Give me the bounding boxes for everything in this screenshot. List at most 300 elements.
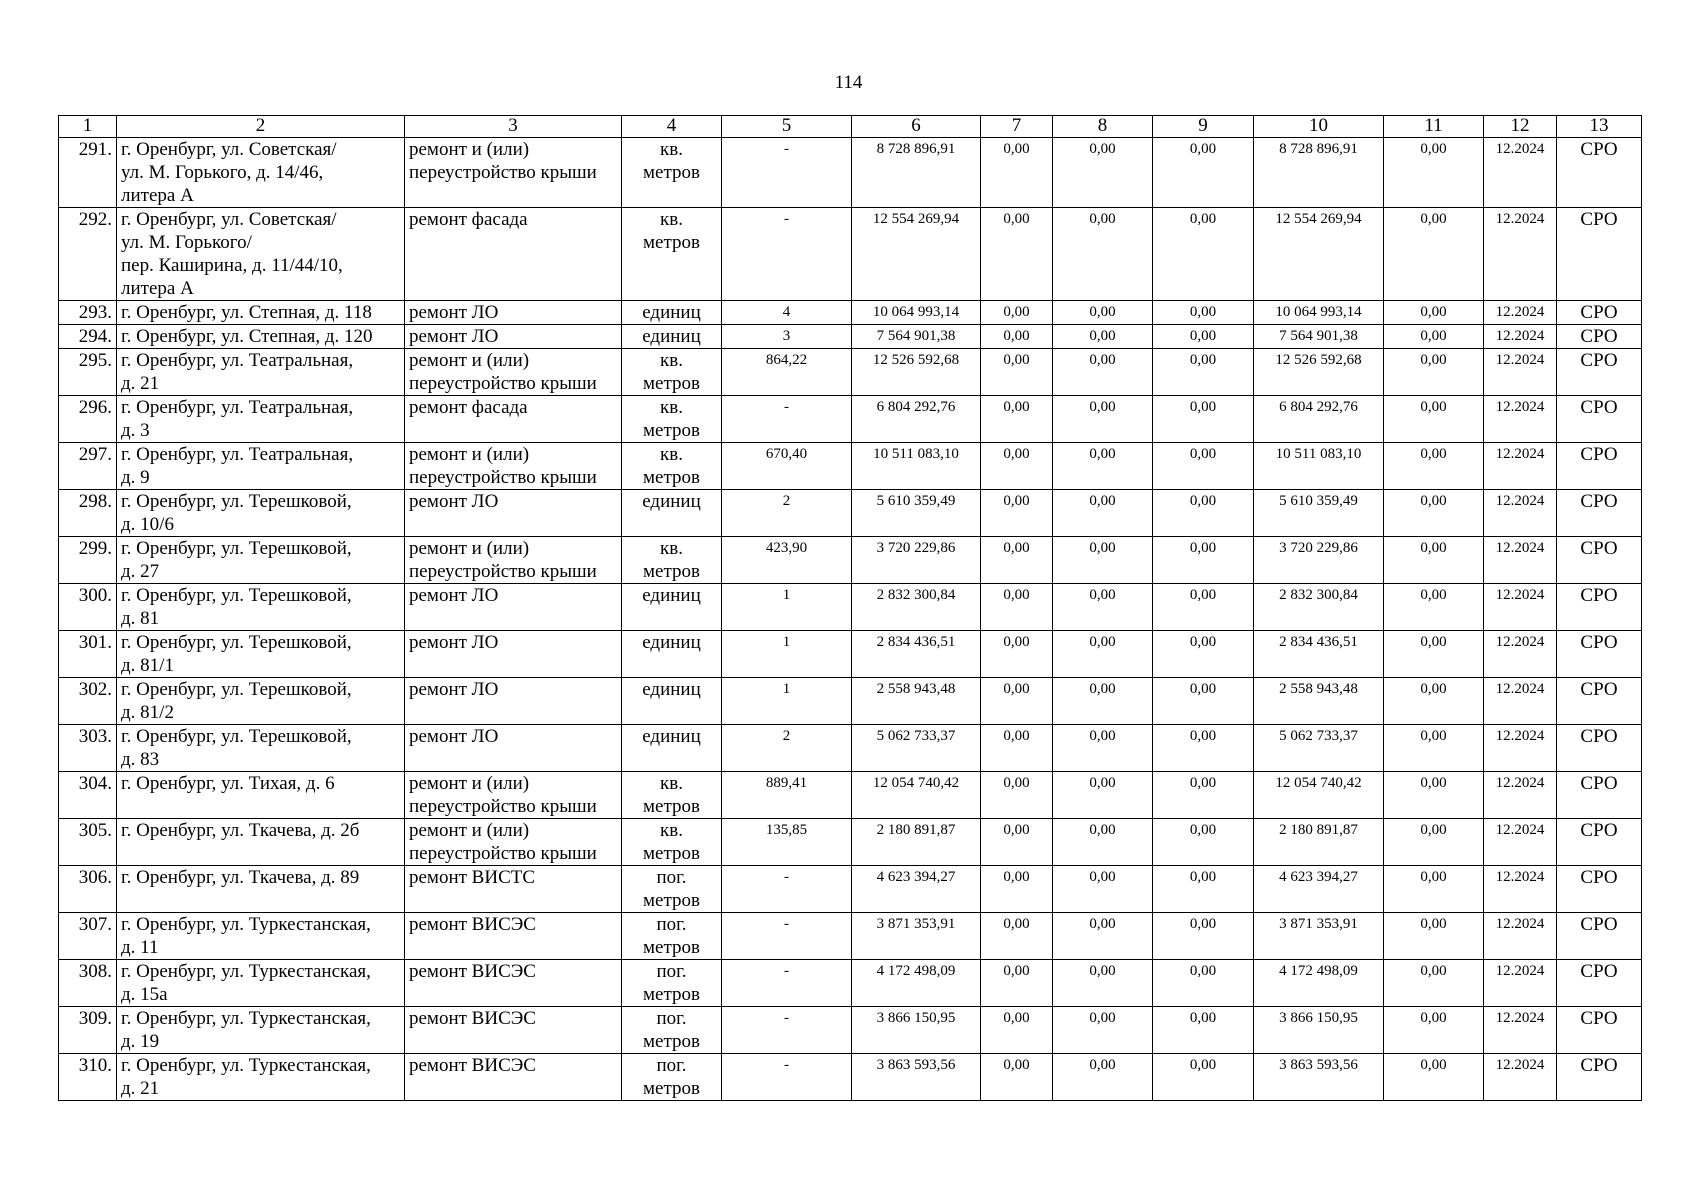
unit-cell	[622, 490, 722, 537]
work-type-line: ремонт ВИСЭС	[409, 1008, 536, 1029]
work-type-line: переустройство крыши	[409, 162, 597, 183]
table-row	[59, 138, 1642, 208]
unit-cell	[622, 208, 722, 301]
address-line: ул. М. Горького/	[121, 232, 252, 253]
quantity-cell: -	[722, 396, 852, 443]
address-line: г. Оренбург, ул. Тихая, д. 6	[121, 773, 335, 794]
row-number: 295.	[59, 349, 117, 396]
unit-cell	[622, 537, 722, 584]
fund-cell-7: 0,00	[981, 537, 1053, 584]
fund-cell-9: 0,00	[1153, 349, 1254, 396]
quantity-cell: 2	[722, 725, 852, 772]
unit-line: метров	[643, 1078, 700, 1099]
address-line: д. 27	[121, 561, 160, 582]
address-line: д. 11	[121, 937, 159, 958]
work-type-cell	[405, 208, 622, 301]
address-line: г. Оренбург, ул. Театральная,	[121, 397, 354, 418]
fund-cell-10: 4 623 394,27	[1254, 866, 1384, 913]
fund-cell-9: 0,00	[1153, 301, 1254, 325]
work-type-cell	[405, 490, 622, 537]
quantity-cell: 423,90	[722, 537, 852, 584]
quantity-cell: 1	[722, 631, 852, 678]
work-type-line: ремонт ВИСЭС	[409, 1055, 536, 1076]
unit-line: единиц	[642, 632, 701, 653]
fund-cell-7: 0,00	[981, 396, 1053, 443]
total-cost-cell: 4 623 394,27	[852, 866, 981, 913]
address-line: д. 15а	[121, 984, 168, 1005]
total-cost-cell: 2 832 300,84	[852, 584, 981, 631]
fund-cell-11: 0,00	[1384, 138, 1484, 208]
completion-date-cell: 12.2024	[1484, 725, 1557, 772]
fund-cell-11: 0,00	[1384, 537, 1484, 584]
fund-cell-8: 0,00	[1053, 490, 1153, 537]
address-cell	[117, 913, 405, 960]
address-cell	[117, 631, 405, 678]
fund-cell-11: 0,00	[1384, 913, 1484, 960]
fund-cell-8: 0,00	[1053, 866, 1153, 913]
fund-cell-7: 0,00	[981, 584, 1053, 631]
work-type-cell	[405, 325, 622, 349]
address-line: д. 10/6	[121, 514, 174, 535]
unit-cell	[622, 819, 722, 866]
table-row	[59, 631, 1642, 678]
unit-cell	[622, 584, 722, 631]
work-type-line: ремонт фасада	[409, 397, 528, 418]
fund-cell-7: 0,00	[981, 866, 1053, 913]
method-cell: СРО	[1557, 866, 1642, 913]
unit-line: метров	[643, 843, 700, 864]
fund-cell-9: 0,00	[1153, 490, 1254, 537]
address-line: д. 81	[121, 608, 160, 629]
total-cost-cell: 3 866 150,95	[852, 1007, 981, 1054]
fund-cell-8: 0,00	[1053, 443, 1153, 490]
completion-date-cell: 12.2024	[1484, 1007, 1557, 1054]
table-row	[59, 584, 1642, 631]
fund-cell-7: 0,00	[981, 725, 1053, 772]
quantity-cell: -	[722, 913, 852, 960]
unit-line: кв.	[660, 538, 683, 559]
work-type-line: ремонт и (или)	[409, 538, 530, 559]
fund-cell-9: 0,00	[1153, 913, 1254, 960]
table-row	[59, 396, 1642, 443]
fund-cell-10: 3 866 150,95	[1254, 1007, 1384, 1054]
address-cell	[117, 725, 405, 772]
address-line: д. 81/2	[121, 702, 174, 723]
address-line: г. Оренбург, ул. Театральная,	[121, 350, 354, 371]
work-type-cell	[405, 866, 622, 913]
table-row	[59, 490, 1642, 537]
unit-cell	[622, 301, 722, 325]
fund-cell-9: 0,00	[1153, 443, 1254, 490]
address-cell	[117, 301, 405, 325]
unit-line: единиц	[642, 302, 701, 323]
quantity-cell: 4	[722, 301, 852, 325]
total-cost-cell: 12 054 740,42	[852, 772, 981, 819]
address-line: д. 21	[121, 373, 160, 394]
total-cost-cell: 5 062 733,37	[852, 725, 981, 772]
work-type-line: ремонт ЛО	[409, 679, 499, 700]
quantity-cell: -	[722, 1054, 852, 1101]
completion-date-cell: 12.2024	[1484, 490, 1557, 537]
total-cost-cell: 3 720 229,86	[852, 537, 981, 584]
unit-line: единиц	[642, 326, 701, 347]
column-header: 4	[622, 116, 722, 138]
address-cell	[117, 537, 405, 584]
fund-cell-10: 10 511 083,10	[1254, 443, 1384, 490]
table-row	[59, 325, 1642, 349]
quantity-cell: 670,40	[722, 443, 852, 490]
row-number: 297.	[59, 443, 117, 490]
address-line: г. Оренбург, ул. Степная, д. 118	[121, 302, 372, 323]
unit-line: кв.	[660, 444, 683, 465]
completion-date-cell: 12.2024	[1484, 301, 1557, 325]
fund-cell-10: 7 564 901,38	[1254, 325, 1384, 349]
quantity-cell: 864,22	[722, 349, 852, 396]
unit-line: метров	[643, 561, 700, 582]
address-line: г. Оренбург, ул. Терешковой,	[121, 491, 352, 512]
fund-cell-7: 0,00	[981, 301, 1053, 325]
completion-date-cell: 12.2024	[1484, 913, 1557, 960]
table-row	[59, 913, 1642, 960]
column-header: 5	[722, 116, 852, 138]
fund-cell-11: 0,00	[1384, 678, 1484, 725]
row-number: 293.	[59, 301, 117, 325]
total-cost-cell: 6 804 292,76	[852, 396, 981, 443]
unit-line: метров	[643, 937, 700, 958]
fund-cell-7: 0,00	[981, 349, 1053, 396]
fund-cell-8: 0,00	[1053, 1054, 1153, 1101]
address-cell	[117, 443, 405, 490]
work-type-line: ремонт и (или)	[409, 820, 530, 841]
address-line: ул. М. Горького, д. 14/46,	[121, 162, 324, 183]
address-line: д. 83	[121, 749, 160, 770]
unit-cell	[622, 349, 722, 396]
fund-cell-7: 0,00	[981, 443, 1053, 490]
column-header: 9	[1153, 116, 1254, 138]
total-cost-cell: 12 554 269,94	[852, 208, 981, 301]
fund-cell-9: 0,00	[1153, 678, 1254, 725]
quantity-cell: -	[722, 208, 852, 301]
fund-cell-10: 3 720 229,86	[1254, 537, 1384, 584]
work-type-line: ремонт ЛО	[409, 491, 499, 512]
quantity-cell: 1	[722, 584, 852, 631]
fund-cell-10: 3 863 593,56	[1254, 1054, 1384, 1101]
work-type-line: ремонт и (или)	[409, 773, 530, 794]
quantity-cell: 3	[722, 325, 852, 349]
address-cell	[117, 584, 405, 631]
table-row	[59, 1007, 1642, 1054]
row-number: 296.	[59, 396, 117, 443]
column-header: 13	[1557, 116, 1642, 138]
fund-cell-10: 12 054 740,42	[1254, 772, 1384, 819]
unit-line: кв.	[660, 397, 683, 418]
fund-cell-9: 0,00	[1153, 537, 1254, 584]
fund-cell-11: 0,00	[1384, 443, 1484, 490]
table-row	[59, 443, 1642, 490]
method-cell: СРО	[1557, 537, 1642, 584]
method-cell: СРО	[1557, 913, 1642, 960]
work-type-line: ремонт и (или)	[409, 444, 530, 465]
fund-cell-9: 0,00	[1153, 725, 1254, 772]
address-cell	[117, 960, 405, 1007]
unit-line: метров	[643, 467, 700, 488]
address-line: г. Оренбург, ул. Туркестанская,	[121, 1055, 371, 1076]
row-number: 303.	[59, 725, 117, 772]
method-cell: СРО	[1557, 1007, 1642, 1054]
address-line: г. Оренбург, ул. Терешковой,	[121, 679, 352, 700]
completion-date-cell: 12.2024	[1484, 138, 1557, 208]
unit-cell	[622, 725, 722, 772]
work-type-line: переустройство крыши	[409, 843, 597, 864]
address-cell	[117, 1007, 405, 1054]
table-row	[59, 772, 1642, 819]
table-row	[59, 678, 1642, 725]
fund-cell-9: 0,00	[1153, 819, 1254, 866]
table-row	[59, 725, 1642, 772]
method-cell: СРО	[1557, 584, 1642, 631]
fund-cell-10: 3 871 353,91	[1254, 913, 1384, 960]
fund-cell-11: 0,00	[1384, 490, 1484, 537]
address-cell	[117, 138, 405, 208]
fund-cell-7: 0,00	[981, 772, 1053, 819]
work-type-line: ремонт фасада	[409, 209, 528, 230]
address-cell	[117, 208, 405, 301]
work-type-cell	[405, 1007, 622, 1054]
work-type-cell	[405, 631, 622, 678]
unit-cell	[622, 1007, 722, 1054]
method-cell: СРО	[1557, 325, 1642, 349]
address-cell	[117, 490, 405, 537]
completion-date-cell: 12.2024	[1484, 631, 1557, 678]
unit-line: метров	[643, 1031, 700, 1052]
address-line: г. Оренбург, ул. Театральная,	[121, 444, 354, 465]
total-cost-cell: 5 610 359,49	[852, 490, 981, 537]
column-header: 1	[59, 116, 117, 138]
table-row	[59, 537, 1642, 584]
method-cell: СРО	[1557, 208, 1642, 301]
method-cell: СРО	[1557, 725, 1642, 772]
completion-date-cell: 12.2024	[1484, 1054, 1557, 1101]
work-type-line: ремонт ЛО	[409, 726, 499, 747]
column-header: 6	[852, 116, 981, 138]
fund-cell-10: 2 180 891,87	[1254, 819, 1384, 866]
completion-date-cell: 12.2024	[1484, 325, 1557, 349]
unit-cell	[622, 913, 722, 960]
fund-cell-9: 0,00	[1153, 1054, 1254, 1101]
unit-cell	[622, 1054, 722, 1101]
row-number: 292.	[59, 208, 117, 301]
table-body	[59, 116, 1642, 1101]
quantity-cell: -	[722, 1007, 852, 1054]
fund-cell-9: 0,00	[1153, 208, 1254, 301]
method-cell: СРО	[1557, 960, 1642, 1007]
address-line: литера А	[121, 185, 194, 206]
row-number: 308.	[59, 960, 117, 1007]
total-cost-cell: 3 871 353,91	[852, 913, 981, 960]
address-line: г. Оренбург, ул. Терешковой,	[121, 632, 352, 653]
row-number: 309.	[59, 1007, 117, 1054]
method-cell: СРО	[1557, 349, 1642, 396]
completion-date-cell: 12.2024	[1484, 678, 1557, 725]
work-type-cell	[405, 678, 622, 725]
column-header: 7	[981, 116, 1053, 138]
address-line: литера А	[121, 278, 194, 299]
work-type-line: ремонт ЛО	[409, 632, 499, 653]
fund-cell-8: 0,00	[1053, 725, 1153, 772]
method-cell: СРО	[1557, 819, 1642, 866]
total-cost-cell: 8 728 896,91	[852, 138, 981, 208]
work-type-line: ремонт ВИСЭС	[409, 914, 536, 935]
row-number: 294.	[59, 325, 117, 349]
address-line: д. 81/1	[121, 655, 174, 676]
fund-cell-7: 0,00	[981, 678, 1053, 725]
fund-cell-8: 0,00	[1053, 584, 1153, 631]
fund-cell-11: 0,00	[1384, 349, 1484, 396]
work-type-line: ремонт ВИСТС	[409, 867, 536, 888]
fund-cell-8: 0,00	[1053, 349, 1153, 396]
quantity-cell: -	[722, 138, 852, 208]
table-row	[59, 960, 1642, 1007]
completion-date-cell: 12.2024	[1484, 396, 1557, 443]
fund-cell-9: 0,00	[1153, 325, 1254, 349]
fund-cell-11: 0,00	[1384, 301, 1484, 325]
fund-cell-10: 2 834 436,51	[1254, 631, 1384, 678]
table-header-row	[59, 116, 1642, 138]
row-number: 302.	[59, 678, 117, 725]
fund-cell-11: 0,00	[1384, 866, 1484, 913]
fund-cell-11: 0,00	[1384, 819, 1484, 866]
fund-cell-8: 0,00	[1053, 396, 1153, 443]
fund-cell-9: 0,00	[1153, 960, 1254, 1007]
quantity-cell: 2	[722, 490, 852, 537]
address-cell	[117, 819, 405, 866]
work-type-cell	[405, 772, 622, 819]
fund-cell-11: 0,00	[1384, 584, 1484, 631]
unit-cell	[622, 325, 722, 349]
unit-line: кв.	[660, 350, 683, 371]
total-cost-cell: 3 863 593,56	[852, 1054, 981, 1101]
quantity-cell: 1	[722, 678, 852, 725]
unit-line: метров	[643, 890, 700, 911]
row-number: 305.	[59, 819, 117, 866]
fund-cell-11: 0,00	[1384, 960, 1484, 1007]
completion-date-cell: 12.2024	[1484, 349, 1557, 396]
unit-line: пог.	[656, 914, 687, 935]
unit-line: кв.	[660, 139, 683, 160]
work-type-cell	[405, 301, 622, 325]
fund-cell-9: 0,00	[1153, 396, 1254, 443]
fund-cell-9: 0,00	[1153, 584, 1254, 631]
column-header: 2	[117, 116, 405, 138]
method-cell: СРО	[1557, 1054, 1642, 1101]
unit-line: пог.	[656, 961, 687, 982]
address-cell	[117, 1054, 405, 1101]
row-number: 291.	[59, 138, 117, 208]
method-cell: СРО	[1557, 301, 1642, 325]
fund-cell-10: 4 172 498,09	[1254, 960, 1384, 1007]
fund-cell-10: 2 558 943,48	[1254, 678, 1384, 725]
fund-cell-10: 5 062 733,37	[1254, 725, 1384, 772]
fund-cell-11: 0,00	[1384, 631, 1484, 678]
fund-cell-8: 0,00	[1053, 913, 1153, 960]
row-number: 300.	[59, 584, 117, 631]
fund-cell-11: 0,00	[1384, 325, 1484, 349]
fund-cell-9: 0,00	[1153, 1007, 1254, 1054]
work-type-line: ремонт ЛО	[409, 302, 499, 323]
address-cell	[117, 349, 405, 396]
table-row	[59, 349, 1642, 396]
total-cost-cell: 2 834 436,51	[852, 631, 981, 678]
unit-line: метров	[643, 420, 700, 441]
unit-line: метров	[643, 232, 700, 253]
address-line: г. Оренбург, ул. Степная, д. 120	[121, 326, 373, 347]
total-cost-cell: 10 511 083,10	[852, 443, 981, 490]
fund-cell-7: 0,00	[981, 819, 1053, 866]
fund-cell-9: 0,00	[1153, 772, 1254, 819]
completion-date-cell: 12.2024	[1484, 960, 1557, 1007]
work-type-line: ремонт ЛО	[409, 326, 499, 347]
work-type-cell	[405, 913, 622, 960]
method-cell: СРО	[1557, 443, 1642, 490]
address-line: д. 3	[121, 420, 150, 441]
completion-date-cell: 12.2024	[1484, 584, 1557, 631]
address-line: д. 19	[121, 1031, 160, 1052]
unit-line: единиц	[642, 679, 701, 700]
column-header: 3	[405, 116, 622, 138]
method-cell: СРО	[1557, 631, 1642, 678]
work-type-line: ремонт ЛО	[409, 585, 499, 606]
address-line: г. Оренбург, ул. Советская/	[121, 139, 337, 160]
address-line: г. Оренбург, ул. Терешковой,	[121, 538, 352, 559]
fund-cell-11: 0,00	[1384, 1007, 1484, 1054]
method-cell: СРО	[1557, 490, 1642, 537]
unit-line: единиц	[642, 726, 701, 747]
unit-cell	[622, 960, 722, 1007]
unit-line: пог.	[656, 1055, 687, 1076]
method-cell: СРО	[1557, 396, 1642, 443]
total-cost-cell: 4 172 498,09	[852, 960, 981, 1007]
fund-cell-7: 0,00	[981, 631, 1053, 678]
work-type-cell	[405, 1054, 622, 1101]
work-type-cell	[405, 537, 622, 584]
table-row	[59, 819, 1642, 866]
fund-cell-8: 0,00	[1053, 325, 1153, 349]
fund-cell-10: 12 554 269,94	[1254, 208, 1384, 301]
completion-date-cell: 12.2024	[1484, 866, 1557, 913]
fund-cell-7: 0,00	[981, 490, 1053, 537]
work-type-cell	[405, 584, 622, 631]
repair-schedule-table	[58, 115, 1642, 1101]
fund-cell-11: 0,00	[1384, 1054, 1484, 1101]
unit-cell	[622, 443, 722, 490]
row-number: 307.	[59, 913, 117, 960]
fund-cell-9: 0,00	[1153, 866, 1254, 913]
fund-cell-7: 0,00	[981, 1007, 1053, 1054]
total-cost-cell: 2 180 891,87	[852, 819, 981, 866]
unit-line: единиц	[642, 491, 701, 512]
work-type-cell	[405, 138, 622, 208]
fund-cell-8: 0,00	[1053, 960, 1153, 1007]
work-type-line: ремонт и (или)	[409, 350, 530, 371]
row-number: 304.	[59, 772, 117, 819]
table-row	[59, 1054, 1642, 1101]
quantity-cell: -	[722, 866, 852, 913]
unit-line: метров	[643, 373, 700, 394]
completion-date-cell: 12.2024	[1484, 819, 1557, 866]
completion-date-cell: 12.2024	[1484, 772, 1557, 819]
address-cell	[117, 325, 405, 349]
work-type-cell	[405, 960, 622, 1007]
